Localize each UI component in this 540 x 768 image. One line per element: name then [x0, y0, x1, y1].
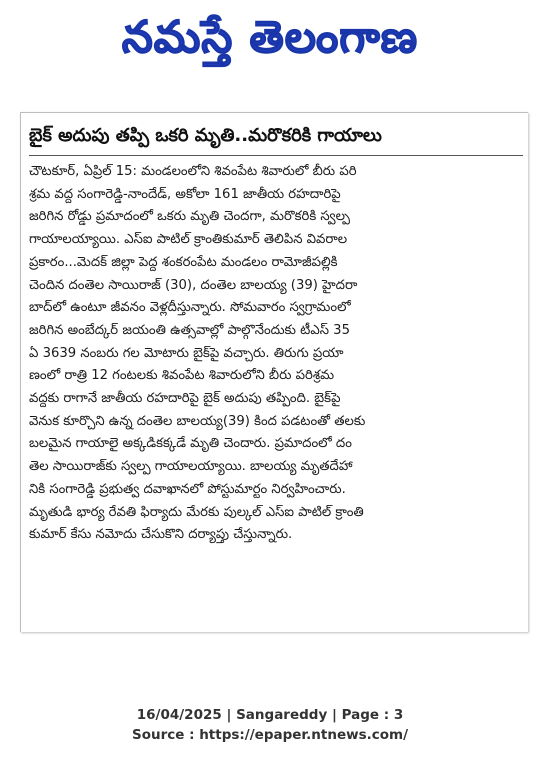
source-link: Source : https://epaper.ntnews.com/: [131, 727, 409, 743]
page-footer: [0, 705, 540, 745]
article-line: బలమైన గాయాలై అక్కడికక్కడే మృతి చెందారు. ప్రమాదంలో దం: [29, 436, 352, 452]
article-line: మృతుడి భార్య రేవతి ఫిర్యాదు మేరకు పుల్కల్ ఎస్ఐ పాటిల్ క్రాంతి: [29, 504, 364, 520]
article-line: జరిగిన అంబేద్కర్ జయంతి ఉత్సవాల్లో పాల్గొనేందుకు టీఎస్ 35: [29, 322, 350, 338]
article-line: జరిగిన రోడ్డు ప్రమాదంలో ఒకరు మృతి చెందగా, మరొకరికి స్వల్ప: [29, 209, 351, 225]
article-body: [29, 161, 523, 547]
article-line: కుమార్ కేసు నమోదు చేసుకొని దర్యాప్తు చేస్తున్నారు.: [29, 527, 293, 543]
article-line: బాద్‌లో ఉంటూ జీవనం వెళ్లదీస్తున్నారు. సోమవారం స్వగ్రామంలో: [29, 300, 351, 316]
article-headline: బైక్ అదుపు తప్పి ఒకరి మృతి..మరొకరికి గాయాలు: [29, 125, 382, 146]
article-line: తెల సాయిరాజ్‌కు స్వల్ప గాయాలయ్యాయి. బాలయ్య మృతదేహా: [29, 459, 353, 475]
article-line: వెనుక కూర్చొని ఉన్న దంతెల బాలయ్య(39) కింద పడటంతో తలకు: [29, 413, 366, 429]
article-line: చెందిన దంతెల సాయిరాజ్ (30), దంతెల బాలయ్య (39) హైదరా: [29, 277, 358, 293]
article-line: ణంలో రాత్రి 12 గంటలకు శివంపేట శివారులోని బీరు పరిశ్రమ: [29, 368, 335, 384]
masthead-title: నమస్తే తెలంగాణ: [121, 12, 419, 63]
article-line: వద్దకు రాగానే జాతీయ రహదారిపై బైక్ అదుపు తప్పింది. బైక్‌పై: [29, 391, 341, 407]
article-line: ప్రకారం...మెదక్ జిల్లా పెద్ద శంకరంపేట మండలం రామోజీపల్లికి: [29, 254, 338, 270]
news-clipping: [20, 112, 528, 632]
article-line: చౌటకూర్, ఏప్రిల్ 15: మండలంలోని శివంపేట శివారులో బీరు పరి: [29, 164, 357, 179]
article-line: గాయాలయ్యాయి. ఎస్ఐ పాటిల్ క్రాంతికుమార్ తెలిపిన వివరాల: [29, 232, 348, 248]
article-line: నికి సంగారెడ్డి ప్రభుత్వ దవాఖానలో పోస్టుమార్టం నిర్వహించారు.: [29, 481, 346, 497]
article-line: ఏ 3639 నంబరు గల మోటారు బైక్‌పై వచ్చారు. తిరుగు ప్రయా: [29, 345, 344, 361]
edition-info: 16/04/2025 | Sangareddy | Page : 3: [136, 707, 404, 723]
newspaper-masthead: [60, 14, 480, 72]
article-line: శ్రమ వద్ద సంగారెడ్డి-నాందేడ్, అకోలా 161 జాతీయ రహదారిపై: [29, 186, 341, 202]
headline-divider: [29, 155, 523, 156]
